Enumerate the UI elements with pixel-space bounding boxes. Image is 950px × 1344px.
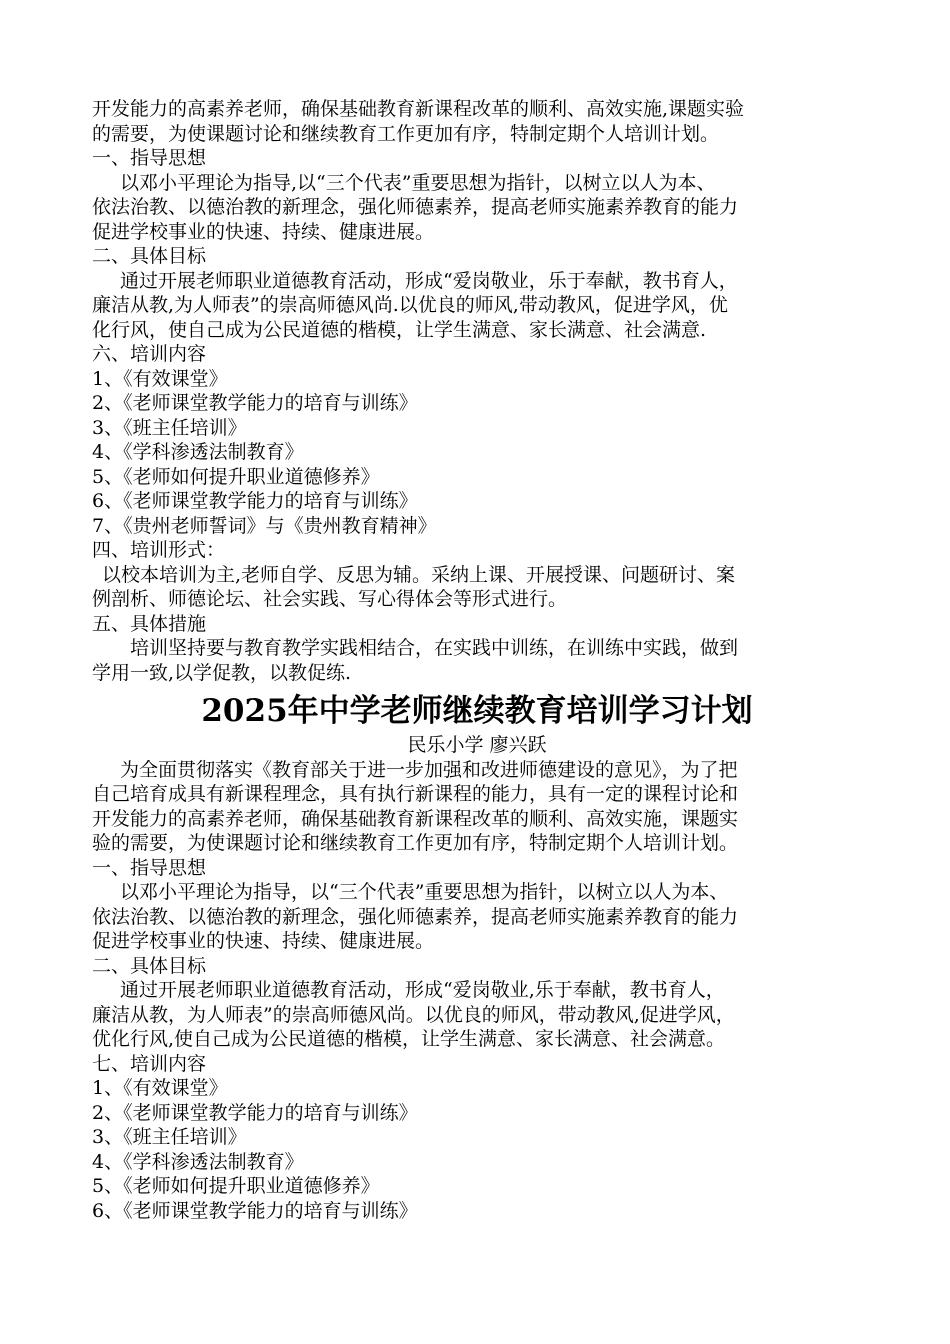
section-heading: 六、培训内容: [92, 343, 207, 365]
list-item: 4、《学科渗透法制教育》: [92, 441, 304, 463]
paragraph-line: 以校本培训为主,老师自学、反思为辅。采纳上课、开展授课、问题研讨、案: [102, 563, 736, 586]
list-item: 3、《班主任培训》: [92, 416, 247, 439]
document-page: [92, 97, 862, 1223]
list-item: 1、《有效课堂》: [92, 1077, 228, 1099]
section-heading: 一、指导思想: [92, 147, 207, 169]
list-item: 7、《贵州老师誓词》与《贵州教育精神》: [92, 514, 437, 537]
paragraph-line: 以邓小平理论为指导,以“三个代表”重要思想为指针，以树立以人为本、: [120, 171, 716, 194]
section-heading: 五、具体措施: [92, 612, 207, 635]
paragraph-line: 优化行风,使自己成为公民道德的楷模，让学生满意、家长满意、社会满意。: [92, 1028, 726, 1050]
author-line: 民乐小学 廖兴跃: [407, 734, 547, 756]
list-item: 2、《老师课堂教学能力的培育与训练》: [92, 1101, 418, 1124]
paragraph-line: 依法治教、以德治教的新理念，强化师德素养，提高老师实施素养教育的能力: [92, 196, 739, 218]
paragraph-line: 为全面贯彻落实《教育部关于进一步加强和改进师德建设的意见》，为了把: [120, 758, 738, 781]
paragraph-line: 廉洁从教，为人师表”的崇高师德风尚。以优良的师风，带动教风,促进学风，: [92, 1003, 735, 1026]
paragraph-line: 开发能力的高素养老师，确保基础教育新课程改革的顺利、高效实施,课题实验: [92, 98, 745, 120]
paragraph-line: 开发能力的高素养老师，确保基础教育新课程改革的顺利、高效实施，课题实: [92, 807, 739, 830]
section-heading: 四、培训形式：: [92, 539, 226, 561]
list-item: 4、《学科渗透法制教育》: [92, 1150, 304, 1173]
list-item: 5、《老师如何提升职业道德修养》: [92, 465, 380, 488]
paragraph-line: 通过开展老师职业道德教育活动，形成“爱岗敬业，乐于奉献，教书育人，: [120, 269, 738, 292]
section-heading: 七、培训内容: [92, 1052, 207, 1075]
paragraph-line: 通过开展老师职业道德教育活动，形成“爱岗敬业,乐于奉献，教书育人，: [120, 979, 725, 1001]
paragraph-line: 例剖析、师德论坛、社会实践、写心得体会等形式进行。: [92, 588, 568, 610]
section-heading: 二、具体目标: [92, 954, 207, 977]
paragraph-line: 促进学校事业的快速、持续、健康进展。: [92, 930, 435, 952]
paragraph-line: 验的需要，为使课题讨论和继续教育工作更加有序，特制定期个人培训计划。: [92, 832, 739, 854]
section-heading: 一、指导思想: [92, 856, 207, 879]
list-item: 6、《老师课堂教学能力的培育与训练》: [92, 490, 418, 512]
paragraph-line: 学用一致,以学促教，以教促练.: [92, 661, 352, 684]
paragraph-line: 以邓小平理论为指导，以“三个代表”重要思想为指针，以树立以人为本、: [120, 881, 729, 903]
list-item: 2、《老师课堂教学能力的培育与训练》: [92, 392, 418, 414]
paragraph-line: 廉洁从教,为人师表”的崇高师德风尚.以优良的师风,带动教风，促进学风，优: [92, 294, 728, 316]
paragraph-line: 化行风，使自己成为公民道德的楷模，让学生满意、家长满意、社会满意.: [92, 318, 707, 341]
list-item: 3、《班主任培训》: [92, 1126, 247, 1148]
section-heading: 二、具体目标: [92, 245, 207, 267]
document-title: 2025年中学老师继续教育培训学习计划: [201, 693, 753, 729]
paragraph-line: 自己培育成具有新课程理念，具有执行新课程的能力，具有一定的课程讨论和: [92, 783, 739, 805]
list-item: 5、《老师如何提升职业道德修养》: [92, 1175, 380, 1197]
list-item: 1、《有效课堂》: [92, 367, 228, 390]
paragraph-line: 促进学校事业的快速、持续、健康进展。: [92, 220, 435, 243]
paragraph-line: 的需要，为使课题讨论和继续教育工作更加有序，特制定期个人培训计划。: [92, 122, 720, 145]
list-item: 6、《老师课堂教学能力的培育与训练》: [92, 1199, 418, 1222]
paragraph-line: 依法治教、以德治教的新理念，强化师德素养，提高老师实施素养教育的能力: [92, 905, 739, 928]
paragraph-line: 培训坚持要与教育教学实践相结合，在实践中训练，在训练中实践，做到: [130, 637, 739, 659]
